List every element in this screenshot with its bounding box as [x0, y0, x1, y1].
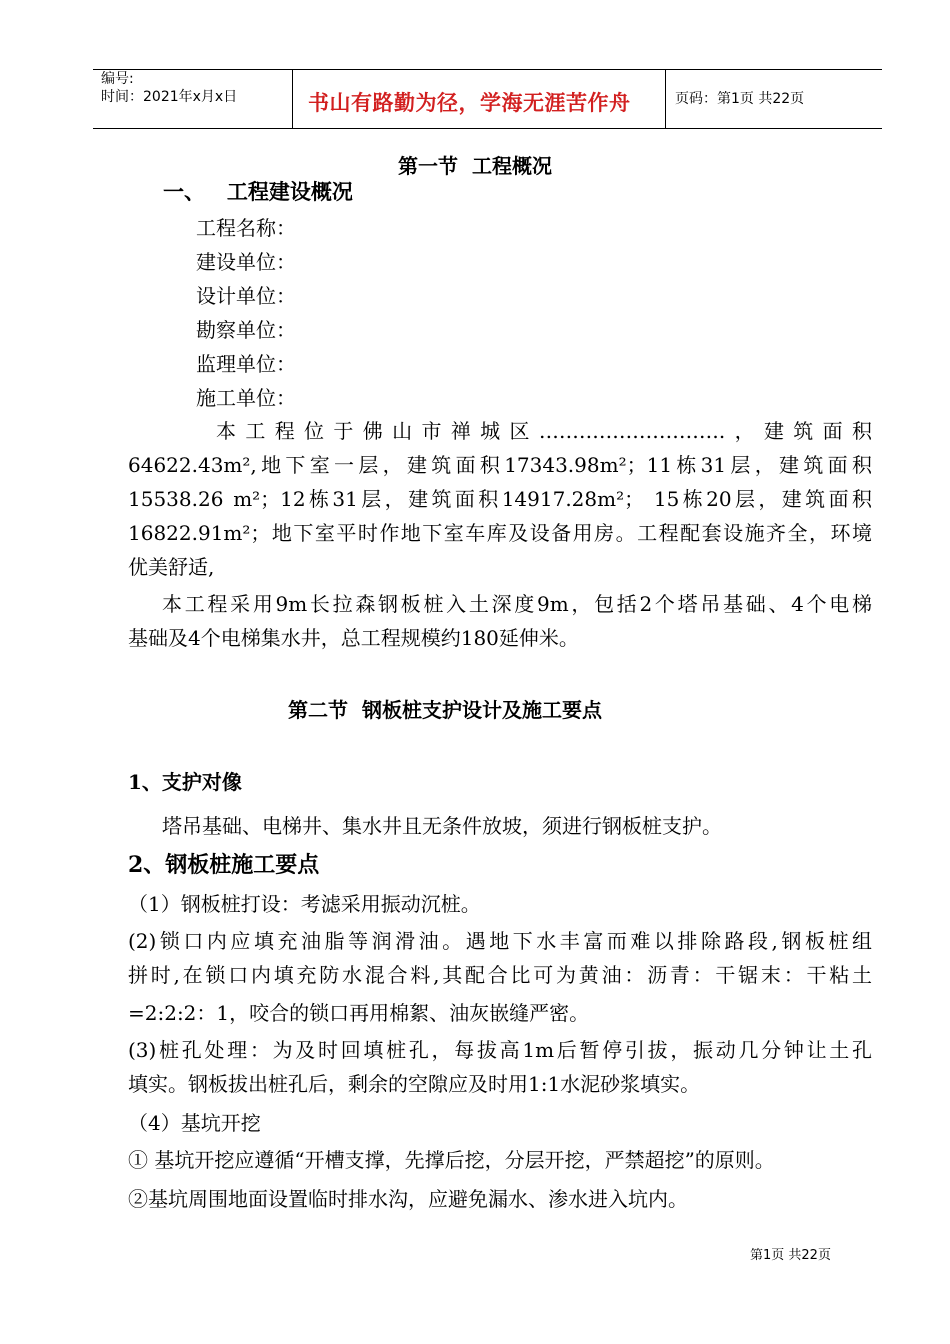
item-3-line-2: 填实。钢板拔出桩孔后，剩余的空隙应及时用1:1水泥砂浆填实。 [128, 1072, 701, 1096]
section2-heading-2: 2、钢板桩施工要点 [128, 852, 320, 878]
item-4-rule-1: ① 基坑开挖应遵循“开槽支撑，先撑后挖，分层开挖，严禁超挖”的原则。 [128, 1148, 775, 1172]
item-4-line: （4）基坑开挖 [128, 1111, 261, 1135]
section1-subtitle: 一、 工程建设概况 [163, 179, 353, 204]
para1-line-3: 15538.26 m²；12栋31层，建筑面积14917.28m²； 15栋20层，建筑面积 [128, 487, 872, 511]
header-top-border [93, 69, 882, 70]
section1-title: 第一节 工程概况 [398, 154, 552, 178]
footer-page-label: 第1页 共22页 [750, 1248, 831, 1263]
field-survey-unit: 勘察单位： [196, 318, 296, 342]
header-divider-right [665, 69, 666, 129]
para1-line-4: 16822.91m²；地下室平时作地下室车库及设备用房。工程配套设施齐全，环境 [128, 521, 872, 545]
para1-line-5: 优美舒适, [128, 555, 215, 579]
item-3-line-1: (3)桩孔处理：为及时回填桩孔，每拔高1m后暂停引拔，振动几分钟让土孔 [128, 1038, 872, 1062]
para2-line-2: 基础及4个电梯集水井，总工程规模约180延伸米。 [128, 626, 579, 650]
field-builder-unit: 施工单位： [196, 386, 296, 410]
item-4-rule-2: ②基坑周围地面设置临时排水沟，应避免漏水、渗水进入坑内。 [128, 1187, 688, 1211]
field-supervision-unit: 监理单位： [196, 352, 296, 376]
header-page-label: 页码：第1页 共22页 [675, 91, 805, 107]
header-motto: 书山有路勤为径，学海无涯苦作舟 [308, 91, 631, 115]
field-design-unit: 设计单位： [196, 284, 296, 308]
field-project-name: 工程名称： [196, 216, 296, 240]
field-construction-unit: 建设单位： [196, 250, 296, 274]
header-bottom-border [93, 128, 882, 129]
para1-line-1: 本工程位于佛山市禅城区……………………….，建筑面积 [216, 419, 872, 443]
para2-line-1: 本工程采用9m长拉森钢板桩入土深度9m，包括2个塔吊基础、4个电梯 [162, 592, 872, 616]
item-2-line-3: =2:2:2：1，咬合的锁口再用棉絮、油灰嵌缝严密。 [128, 1001, 590, 1025]
section2-paragraph-1: 塔吊基础、电梯井、集水井且无条件放坡，须进行钢板桩支护。 [162, 814, 722, 838]
header-time-label: 时间：2021年x月x日 [101, 89, 238, 105]
item-2-line-1: (2)锁口内应填充油脂等润滑油。遇地下水丰富而难以排除路段,钢板桩组 [128, 929, 872, 953]
item-1-line: （1）钢板桩打设：考滤采用振动沉桩。 [128, 892, 481, 916]
para1-line-2: 64622.43m²,地下室一层，建筑面积17343.98m²；11栋31层，建筑面积 [128, 453, 872, 477]
section2-title: 第二节 钢板桩支护设计及施工要点 [288, 698, 602, 722]
header-divider-left [292, 69, 293, 129]
item-2-line-2: 拼时,在锁口内填充防水混合料,其配合比可为黄油：沥青：干锯末：干粘土 [128, 963, 872, 987]
header-number-label: 编号: [101, 71, 134, 87]
section2-heading-1: 1、支护对像 [128, 770, 242, 794]
